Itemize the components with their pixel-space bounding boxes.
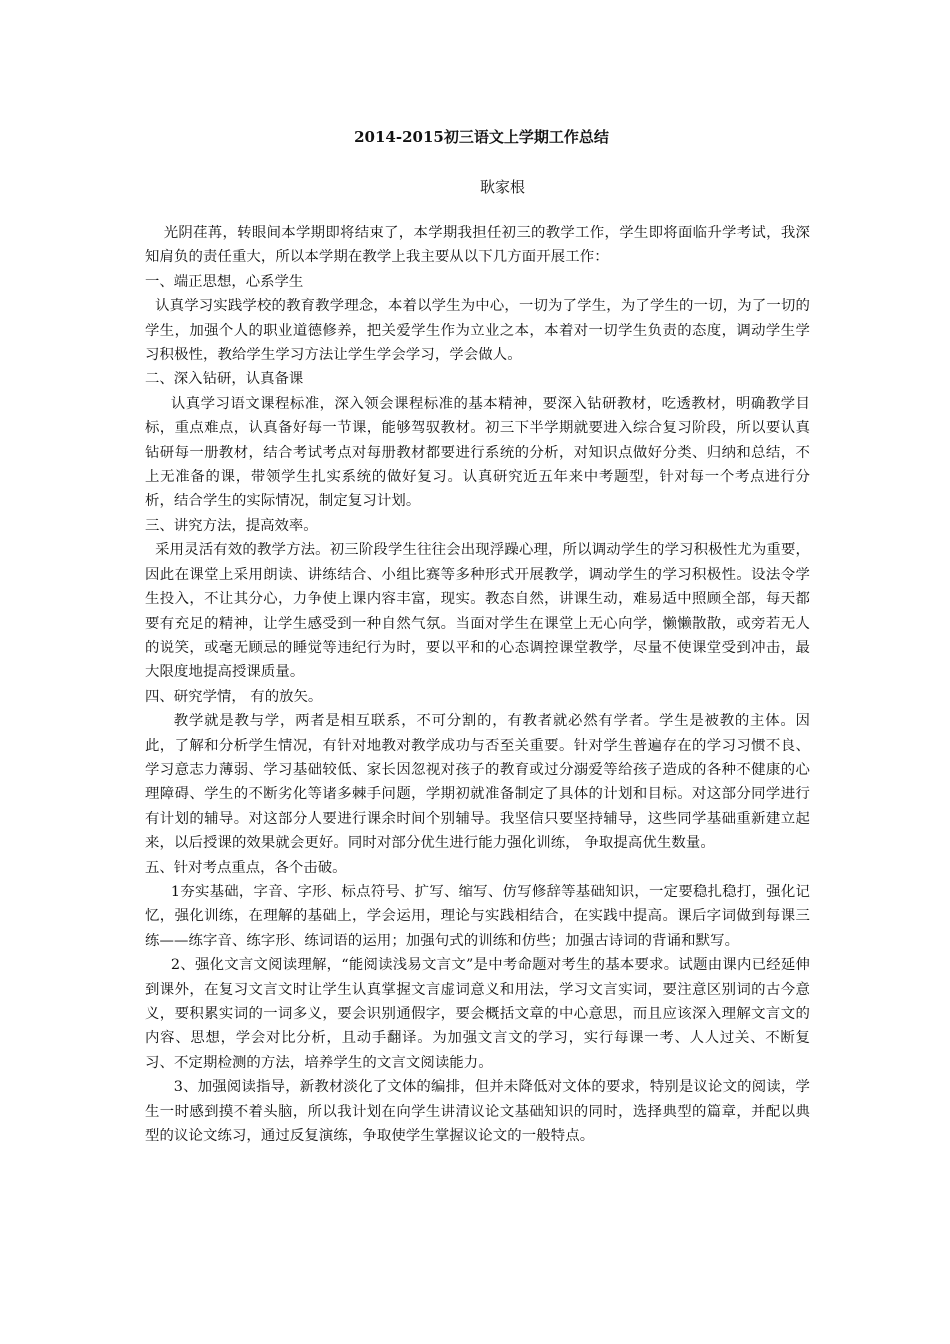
document-content <box>145 221 810 1148</box>
intro-paragraph: 光阴荏苒，转眼间本学期即将结束了，本学期我担任初三的教学工作，学生即将面临升学考试，我深知肩负的责任重大，所以本学期在教学上我主要从以下几方面开展工作： <box>145 225 810 266</box>
section-3-paragraph: 采用灵活有效的教学方法。初三阶段学生往往会出现浮躁心理，所以调动学生的学习积极性尤为重要，因此在课堂上采用朗读、讲练结合、小组比赛等多种形式开展教学，调动学生的学习积极性。设法令学生投入，不让其分心，力争使上课内容丰富，现实。教态自然，讲课生动，难易适中照顾全部，每天都要有充足的精神，让学生感受到一种自然气氛。当面对学生在课堂上无心向学，懒懒散散，或旁若无人的说笑，或毫无顾忌的睡觉等违纪行为时，要以平和的心态调控课堂教学，尽量不使课堂受到冲击，最大限度地提高授课质量。 <box>145 542 810 681</box>
document-title: 2014-2015初三语文上学期工作总结 <box>354 128 609 146</box>
section-heading-5: 五、针对考点重点，各个击破。 <box>145 859 347 876</box>
section-5-paragraph-3: 3、加强阅读指导，新教材淡化了文体的编排，但并未降低对文体的要求，特别是议论文的阅读，学生一时感到摸不着头脑，所以我计划在向学生讲清议论文基础知识的同时，选择典型的篇章，并配以典型的议论文练习，通过反复演练，争取使学生掌握议论文的一般特点。 <box>145 1079 810 1145</box>
document-body <box>145 125 810 1148</box>
section-heading-1: 一、端正思想，心系学生 <box>145 273 304 290</box>
section-5-paragraph-1: 1夯实基础，字音、字形、标点符号、扩写、缩写、仿写修辞等基础知识，一定要稳扎稳打，强化记忆，强化训练，在理解的基础上，学会运用，理论与实践相结合，在实践中提高。课后字词做到每课三练——练字音、练字形、练词语的运用；加强句式的训练和仿些；加强古诗词的背诵和默写。 <box>145 883 810 949</box>
document-author: 耿家根 <box>479 178 525 196</box>
section-4-paragraph: 教学就是教与学，两者是相互联系，不可分割的，有教者就必然有学者。学生是被教的主体。因此，了解和分析学生情况，有针对地教对教学成功与否至关重要。针对学生普遍存在的学习习惯不良、学习意志力薄弱、学习基础较低、家长因忽视对孩子的教育或过分溺爱等给孩子造成的各种不健康的心理障碍、学生的不断劣化等诸多棘手问题，学期初就准备制定了具体的计划和目标。对这部分同学进行有计划的辅导。对这部分人要进行课余时间个别辅导。我坚信只要坚持辅导，这些同学基础重新建立起来，以后授课的效果就会更好。同时对部分优生进行能力强化训练， 争取提高优生数量。 <box>145 713 810 852</box>
section-1-paragraph: 认真学习实践学校的教育教学理念，本着以学生为中心，一切为了学生，为了学生的一切，为了一切的学生，加强个人的职业道德修养，把关爱学生作为立业之本，本着对一切学生负责的态度，调动学生学习积极性，教给学生学习方法让学生学会学习，学会做人。 <box>145 298 810 364</box>
section-heading-3: 三、讲究方法，提高效率。 <box>145 517 318 534</box>
section-5-paragraph-2: 2、强化文言文阅读理解，“能阅读浅易文言文”是中考命题对考生的基本要求。试题由课内已经延伸到课外，在复习文言文时让学生认真掌握文言虚词意义和用法，学习文言实词，要注意区别词的古今意义，要积累实词的一词多义，要会识别通假字，要会概括文章的中心意思，而且应该深入理解文言文的内容、思想，学会对比分析，且动手翻译。为加强文言文的学习，实行每课一考、人人过关、不断复习、不定期检测的方法，培养学生的文言文阅读能力。 <box>145 957 810 1071</box>
section-2-paragraph: 认真学习语文课程标准，深入领会课程标准的基本精神，要深入钻研教材，吃透教材，明确教学目标，重点难点，认真备好每一节课，能够驾驭教材。初三下半学期就要进入综合复习阶段，所以要认真钻研每一册教材，结合考试考点对每册教材都要进行系统的分析，对知识点做好分类、归纳和总结，不上无准备的课，带领学生扎实系统的做好复习。认真研究近五年来中考题型，针对每一个考点进行分析，结合学生的实际情况，制定复习计划。 <box>145 395 810 510</box>
section-heading-4: 四、研究学情， 有的放矢。 <box>145 688 323 705</box>
section-heading-2: 二、深入钻研，认真备课 <box>145 371 304 388</box>
